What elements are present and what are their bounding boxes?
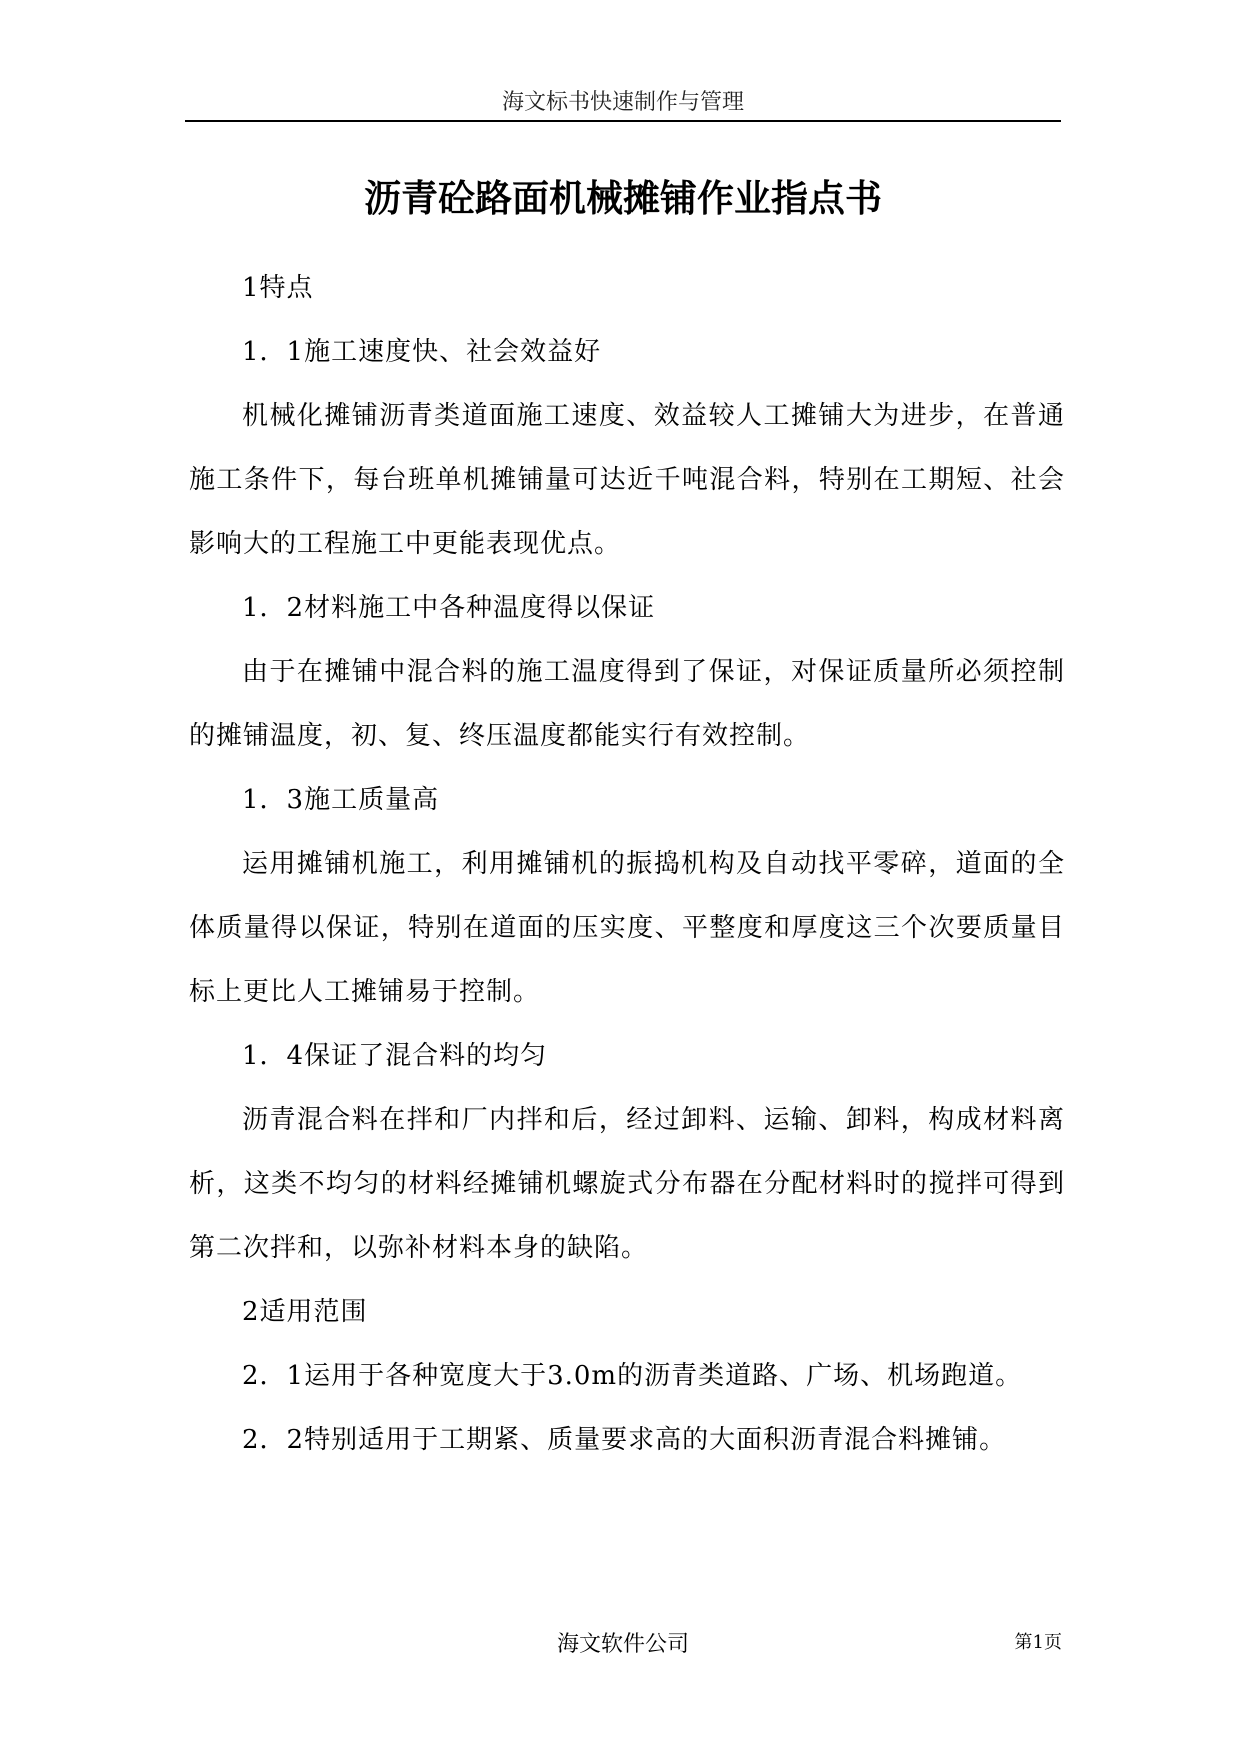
document-body: [189, 256, 1065, 1472]
paragraph-1-3: 运用摊铺机施工，利用摊铺机的振捣机构及自动找平零碎，道面的全体质量得以保证，特别在道面的压实度、平整度和厚度这三个次要质量目标上更比人工摊铺易于控制。: [189, 849, 1065, 1007]
page-header: 海文标书快速制作与管理: [501, 90, 744, 115]
item-2-2: 2．2特别适用于工期紧、质量要求高的大面积沥青混合料摊铺。: [242, 1425, 1007, 1455]
item-2-1: 2．1运用于各种宽度大于3.0m的沥青类道路、广场、机场跑道。: [242, 1361, 1023, 1391]
footer-company: 海文软件公司: [556, 1632, 689, 1657]
header-divider: [185, 120, 1061, 122]
section-heading-1: 1特点: [242, 273, 314, 303]
document-title: 沥青砼路面机械摊铺作业指点书: [364, 177, 882, 220]
subsection-heading-1-4: 1．4保证了混合料的均匀: [242, 1041, 548, 1071]
page-number: 第1页: [1014, 1632, 1062, 1653]
subsection-heading-1-2: 1．2材料施工中各种温度得以保证: [242, 593, 656, 623]
paragraph-1-4: 沥青混合料在拌和厂内拌和后，经过卸料、运输、卸料，构成材料离析，这类不均匀的材料经摊铺机螺旋式分布器在分配材料时的搅拌可得到第二次拌和，以弥补材料本身的缺陷。: [189, 1105, 1065, 1263]
paragraph-1-2: 由于在摊铺中混合料的施工温度得到了保证，对保证质量所必须控制的摊铺温度，初、复、终压温度都能实行有效控制。: [189, 657, 1065, 751]
subsection-heading-1-1: 1．1施工速度快、社会效益好: [242, 337, 602, 367]
subsection-heading-1-3: 1．3施工质量高: [242, 785, 440, 815]
section-heading-2: 2适用范围: [242, 1297, 368, 1327]
paragraph-1-1: 机械化摊铺沥青类道面施工速度、效益较人工摊铺大为进步，在普通施工条件下，每台班单机摊铺量可达近千吨混合料，特别在工期短、社会影响大的工程施工中更能表现优点。: [189, 401, 1065, 559]
